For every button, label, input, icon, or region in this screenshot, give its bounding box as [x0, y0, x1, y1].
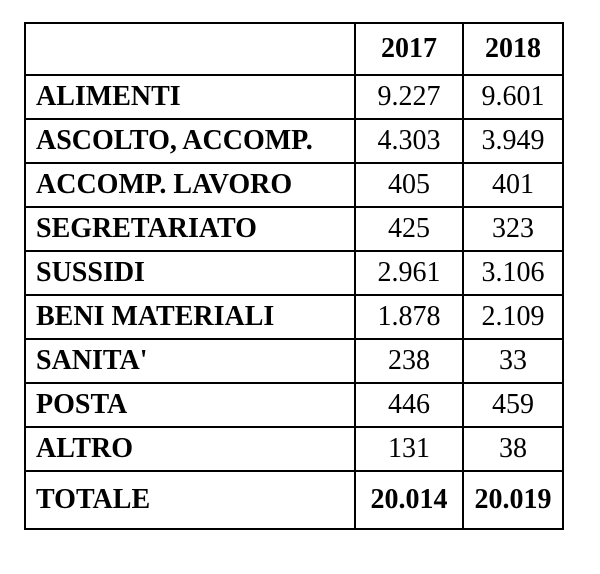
table-row: [25, 207, 563, 251]
row-label: ASCOLTO, ACCOMP.: [25, 119, 355, 163]
row-value-2017: 405: [355, 163, 463, 207]
total-label: TOTALE: [25, 471, 355, 529]
table-row: [25, 163, 563, 207]
row-label: POSTA: [25, 383, 355, 427]
row-value-2018: 3.106: [463, 251, 563, 295]
row-label: BENI MATERIALI: [25, 295, 355, 339]
header-row: [25, 23, 563, 75]
table-row: [25, 119, 563, 163]
row-label: SEGRETARIATO: [25, 207, 355, 251]
row-value-2018: 323: [463, 207, 563, 251]
row-value-2018: 401: [463, 163, 563, 207]
header-year-2017: 2017: [355, 23, 463, 75]
row-label: SUSSIDI: [25, 251, 355, 295]
row-value-2018: 459: [463, 383, 563, 427]
row-value-2017: 2.961: [355, 251, 463, 295]
total-value-2017: 20.014: [355, 471, 463, 529]
row-label: ALIMENTI: [25, 75, 355, 119]
row-value-2018: 2.109: [463, 295, 563, 339]
row-value-2017: 4.303: [355, 119, 463, 163]
row-value-2017: 1.878: [355, 295, 463, 339]
table-row: [25, 339, 563, 383]
row-label: SANITA': [25, 339, 355, 383]
table-row: [25, 75, 563, 119]
table-row: [25, 295, 563, 339]
table-row: [25, 427, 563, 471]
row-label: ACCOMP. LAVORO: [25, 163, 355, 207]
row-value-2017: 446: [355, 383, 463, 427]
table-row: [25, 383, 563, 427]
table-row: [25, 251, 563, 295]
header-year-2018: 2018: [463, 23, 563, 75]
row-value-2017: 238: [355, 339, 463, 383]
row-value-2018: 9.601: [463, 75, 563, 119]
row-value-2017: 9.227: [355, 75, 463, 119]
data-table: [24, 22, 564, 530]
row-value-2017: 131: [355, 427, 463, 471]
row-label: ALTRO: [25, 427, 355, 471]
row-value-2018: 38: [463, 427, 563, 471]
total-value-2018: 20.019: [463, 471, 563, 529]
row-value-2017: 425: [355, 207, 463, 251]
row-value-2018: 3.949: [463, 119, 563, 163]
header-blank-cell: [25, 23, 355, 75]
row-value-2018: 33: [463, 339, 563, 383]
total-row: [25, 471, 563, 529]
